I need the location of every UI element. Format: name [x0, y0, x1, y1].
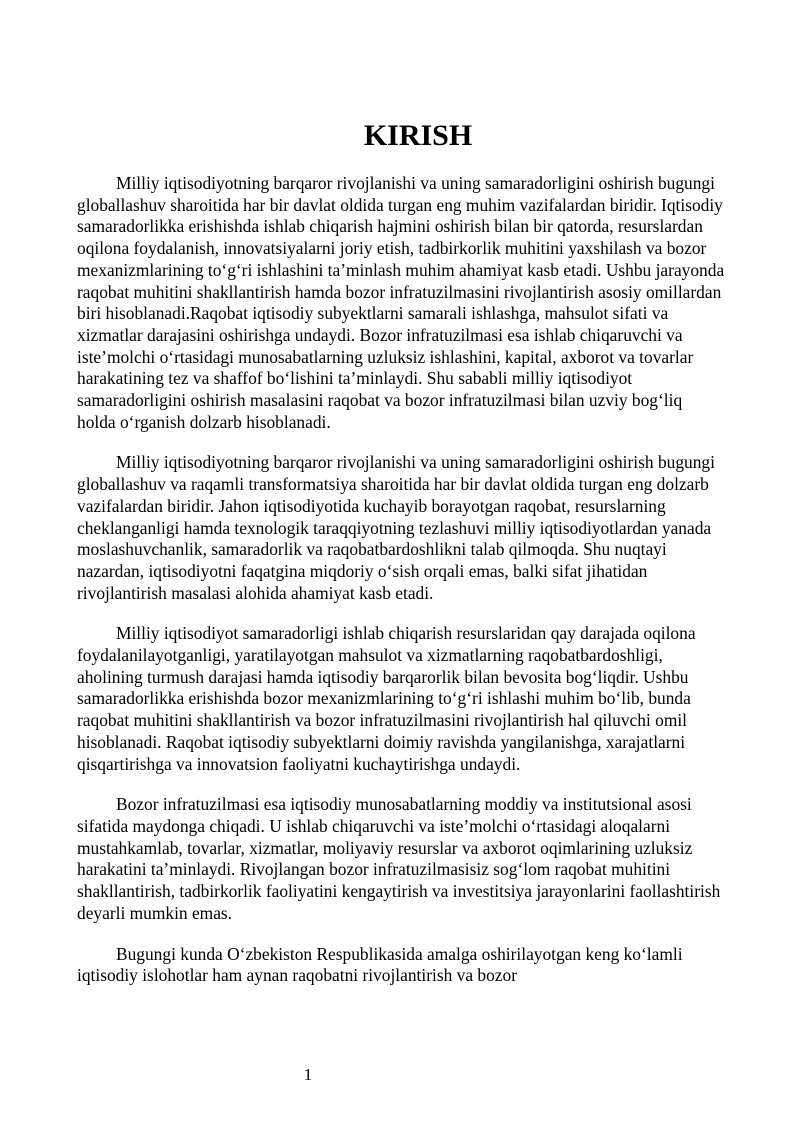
body-text: [77, 173, 725, 1006]
paragraph-1: Milliy iqtisodiyotning barqaror rivojlanishi va uning samaradorligini oshirish bugungi globallashuv sharoitida har bir davlat oldida turgan eng muhim vazifalardan biridir. Iqtisodiy samaradorlikka erishishda ishlab chiqarish hajmini oshirish bilan bir qatorda, resurslardan oqilona foydalanish, innovatsiyalarni joriy etish, tadbirkorlik muhitini yaxshilash va bozor mexanizmlarining to‘g‘ri ishlashini ta’minlash muhim ahamiyat kasb etadi. Ushbu jarayonda raqobat muhitini shakllantirish hamda bozor infratuzilmasini rivojlantirish asosiy omillardan biri hisoblanadi.Raqobat iqtisodiy subyektlarni samarali ishlashga, mahsulot sifati va xizmatlar darajasini oshirishga undaydi. Bozor infratuzilmasi esa ishlab chiqaruvchi va iste’molchi o‘rtasidagi munosabatlarning uzluksiz ishlashini, kapital, axborot va tovarlar harakatining tez va shaffof bo‘lishini ta’minlaydi. Shu sababli milliy iqtisodiyot samaradorligini oshirish masalasini raqobat va bozor infratuzilmasi bilan uzviy bog‘liq holda o‘rganish dolzarb hisoblanadi.: [77, 173, 725, 432]
page-number: 1: [303, 1065, 313, 1084]
paragraph-5: Bugungi kunda O‘zbekiston Respublikasida amalga oshirilayotgan keng ko‘lamli iqtisodiy islohotlar ham aynan raqobatni rivojlantirish va bozor: [77, 943, 683, 986]
paragraph-3: Milliy iqtisodiyot samaradorligi ishlab chiqarish resurslaridan qay darajada oqilona foydalanilayotganligi, yaratilayotgan mahsulot va xizmatlarning raqobatbardoshligi, aholining turmush darajasi hamda iqtisodiy barqarorlik bilan bevosita bog‘liqdir. Ushbu samaradorlikka erishishda bozor mexanizmlarining to‘g‘ri ishlashi muhim bo‘lib, bunda raqobat muhitini shakllantirish va bozor infratuzilmasini rivojlantirish hal qiluvchi omil hisoblanadi. Raqobat iqtisodiy subyektlarni doimiy ravishda yangilanishga, xarajatlarni qisqartirishga va innovatsion faoliyatni kuchaytirishga undaydi.: [77, 623, 696, 774]
paragraph-4: Bozor infratuzilmasi esa iqtisodiy munosabatlarning moddiy va institutsional asosi sifatida maydonga chiqadi. U ishlab chiqaruvchi va iste’molchi o‘rtasidagi aloqalarni mustahkamlab, tovarlar, xizmatlar, moliyaviy resurslar va axborot oqimlarining uzluksiz harakatini ta’minlaydi. Rivojlangan bozor infratuzilmasisiz sog‘lom raqobat muhitini shakllantirish, tadbirkorlik faoliyatini kengaytirish va investitsiya jarayonlarini faollashtirish deyarli mumkin emas.: [77, 794, 721, 923]
page-title: KIRISH: [363, 119, 473, 152]
paragraph-2: Milliy iqtisodiyotning barqaror rivojlanishi va uning samaradorligini oshirish bugungi globallashuv va raqamli transformatsiya sharoitida har bir davlat oldida turgan eng dolzarb vazifalardan biridir. Jahon iqtisodiyotida kuchayib borayotgan raqobat, resurslarning cheklanganligi hamda texnologik taraqqiyotning tezlashuvi milliy iqtisodiyotlardan yanada moslashuvchanlik, samaradorlik va raqobatbardoshlikni talab qilmoqda. Shu nuqtayi nazardan, iqtisodiyotni faqatgina miqdoriy o‘sish orqali emas, balki sifat jihatidan rivojlantirish masalasi alohida ahamiyat kasb etadi.: [77, 452, 715, 603]
